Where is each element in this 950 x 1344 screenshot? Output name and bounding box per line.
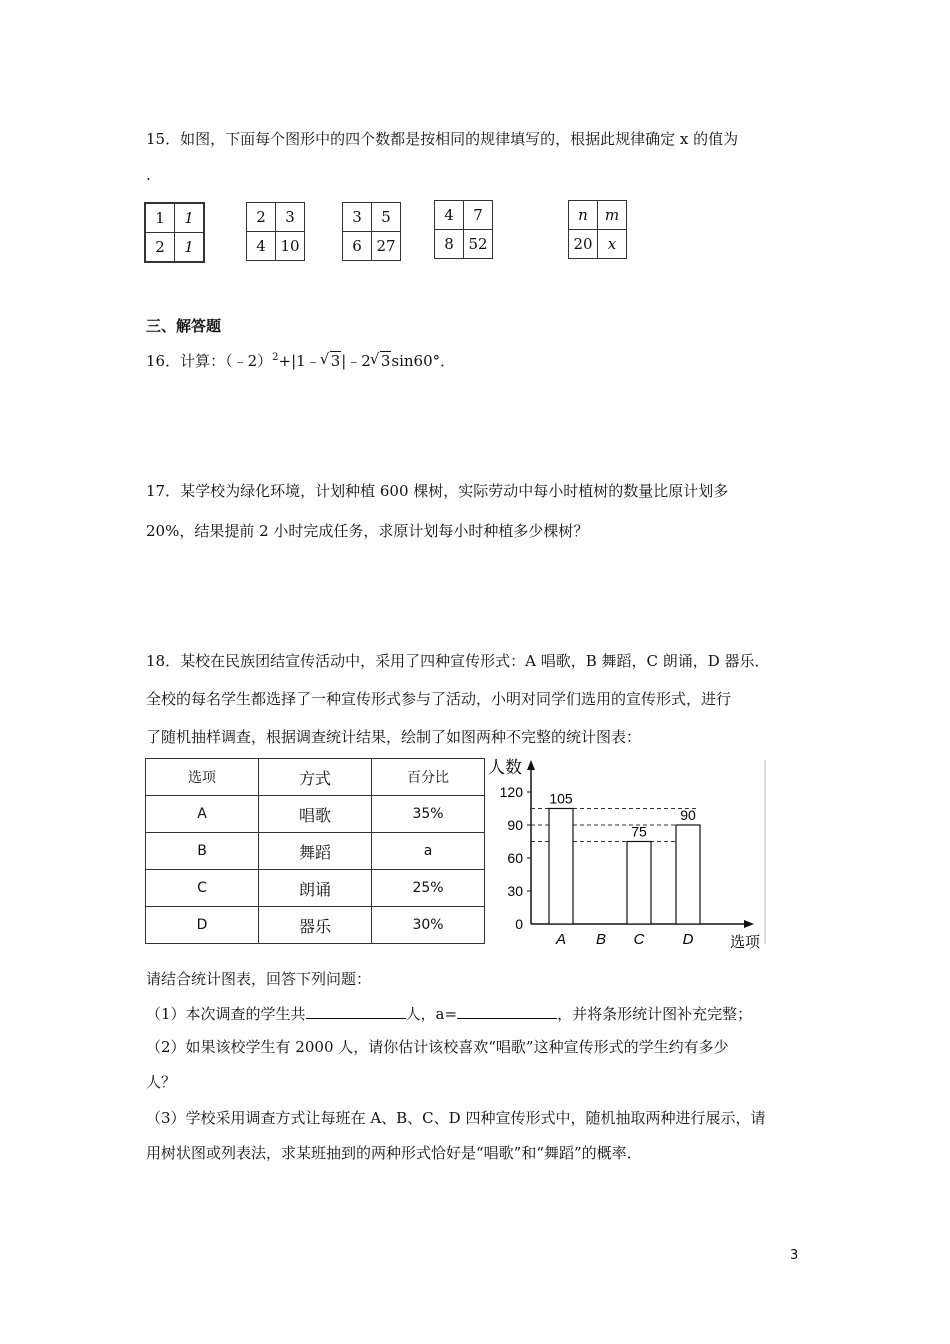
q16-suffix: sin60°． bbox=[391, 352, 456, 370]
bar-value-label: 90 bbox=[680, 807, 696, 823]
y-tick-label: 60 bbox=[507, 850, 523, 866]
q18-part2-line1: （2）如果该校学生有 2000 人，请你估计该校喜欢“唱歌”这种宣传形式的学生约有多少 bbox=[146, 1038, 729, 1056]
grid-cell: 3 bbox=[343, 203, 372, 232]
table-cell: C bbox=[146, 870, 259, 907]
grid-cell: 4 bbox=[435, 201, 464, 230]
survey-table bbox=[145, 758, 485, 944]
grid-cell: m bbox=[598, 201, 627, 230]
q18-part2-line2: 人？ bbox=[146, 1073, 177, 1091]
grid-cell: 8 bbox=[435, 230, 464, 259]
grid-cell: 1 bbox=[175, 233, 205, 263]
page-number: 3 bbox=[790, 1248, 799, 1263]
grid-cell: 1 bbox=[175, 203, 205, 233]
bar-value-label: 105 bbox=[549, 790, 573, 807]
q18-part3-line1: （3）学校采用调查方式让每班在 A、B、C、D 四种宣传形式中，随机抽取两种进行展示，请 bbox=[146, 1109, 766, 1127]
q17-line2: 20%，结果提前 2 小时完成任务，求原计划每小时种植多少棵树？ bbox=[146, 522, 589, 540]
q16-prefix: 16．计算：（﹣2） bbox=[146, 352, 273, 370]
q18-part1 bbox=[146, 1003, 752, 1024]
table-row bbox=[146, 833, 485, 870]
grid-cell: 2 bbox=[145, 233, 175, 263]
q16-exponent: 2 bbox=[272, 352, 279, 363]
q16-mid2: |﹣2 bbox=[341, 352, 371, 370]
section-heading: 三、解答题 bbox=[146, 317, 222, 335]
table-cell: B bbox=[146, 833, 259, 870]
table-cell: 唱歌 bbox=[259, 796, 372, 833]
bar bbox=[549, 809, 573, 925]
grid-cell: 4 bbox=[247, 232, 276, 261]
q18-part1-a: （1）本次调查的学生共 bbox=[146, 1005, 306, 1023]
chart-xlabel: 选项 bbox=[730, 934, 761, 951]
x-axis-arrow bbox=[744, 920, 754, 928]
table-cell: 30% bbox=[372, 907, 485, 944]
q18-line2: 全校的每名学生都选择了一种宣传形式参与了活动，小明对同学们选用的宣传形式，进行 bbox=[146, 690, 732, 708]
table-cell: A bbox=[146, 796, 259, 833]
grid-cell: 10 bbox=[276, 232, 305, 261]
x-tick-label: C bbox=[633, 931, 645, 948]
y-tick-label: 0 bbox=[515, 916, 523, 932]
bar-value-label: 75 bbox=[631, 823, 647, 840]
q18-prompt: 请结合统计图表，回答下列问题： bbox=[146, 970, 372, 988]
table-cell: 舞蹈 bbox=[259, 833, 372, 870]
grid-cell: 6 bbox=[343, 232, 372, 261]
table-cell: D bbox=[146, 907, 259, 944]
table-cell: 25% bbox=[372, 870, 485, 907]
q15-dot: . bbox=[146, 166, 151, 184]
grid-cell: 3 bbox=[276, 203, 305, 232]
grid-cell: 20 bbox=[569, 230, 598, 259]
table-cell: a bbox=[372, 833, 485, 870]
grid-cell: 27 bbox=[372, 232, 401, 261]
answer-blank[interactable] bbox=[457, 1004, 557, 1019]
grid-cell: 5 bbox=[372, 203, 401, 232]
x-tick-label: B bbox=[595, 931, 607, 948]
grid-cell: 52 bbox=[464, 230, 493, 259]
q15-grid-4 bbox=[434, 200, 493, 259]
q18-part3-line2: 用树状图或列表法，求某班抽到的两种形式恰好是“唱歌”和“舞蹈”的概率． bbox=[146, 1144, 642, 1162]
table-row bbox=[146, 907, 485, 944]
q18-part1-c: ，并将条形统计图补充完整； bbox=[557, 1005, 753, 1023]
q18-part1-b: 人，a= bbox=[405, 1005, 458, 1023]
bar-chart bbox=[484, 756, 769, 952]
answer-blank[interactable] bbox=[306, 1004, 406, 1019]
q16-text bbox=[146, 350, 455, 371]
q17-line1: 17．某学校为绿化环境，计划种植 600 棵树，实际劳动中每小时植树的数量比原计划多 bbox=[146, 482, 729, 500]
q18-line3: 了随机抽样调查，根据调查统计结果，绘制了如图两种不完整的统计图表： bbox=[146, 728, 642, 746]
x-tick-label: D bbox=[682, 931, 694, 948]
bar bbox=[627, 842, 651, 925]
grid-cell: n bbox=[569, 201, 598, 230]
x-tick-label: A bbox=[555, 931, 567, 948]
table-header: 百分比 bbox=[372, 759, 485, 796]
bar bbox=[676, 825, 700, 924]
q16-mid1: +|1﹣ bbox=[278, 352, 321, 370]
y-tick-label: 120 bbox=[499, 784, 523, 800]
sqrt-symbol: √ 3 bbox=[371, 352, 392, 370]
grid-cell: 2 bbox=[247, 203, 276, 232]
table-cell: 器乐 bbox=[259, 907, 372, 944]
y-axis-arrow bbox=[527, 760, 535, 770]
q15-grid-5 bbox=[568, 200, 627, 259]
y-tick-label: 30 bbox=[507, 883, 523, 899]
y-tick-label: 90 bbox=[507, 817, 523, 833]
grid-cell: x bbox=[598, 230, 627, 259]
q15-text: 15．如图，下面每个图形中的四个数都是按相同的规律填写的，根据此规律确定 x 的值为 bbox=[146, 130, 739, 148]
grid-cell: 1 bbox=[145, 203, 175, 233]
grid-cell: 7 bbox=[464, 201, 493, 230]
table-cell: 35% bbox=[372, 796, 485, 833]
table-row bbox=[146, 796, 485, 833]
chart-ylabel: 人数 bbox=[488, 758, 522, 777]
table-row bbox=[146, 870, 485, 907]
table-header: 选项 bbox=[146, 759, 259, 796]
table-cell: 朗诵 bbox=[259, 870, 372, 907]
q18-line1: 18．某校在民族团结宣传活动中，采用了四种宣传形式：A 唱歌，B 舞蹈，C 朗诵，D 器乐． bbox=[146, 652, 770, 670]
table-header: 方式 bbox=[259, 759, 372, 796]
q15-grid-3 bbox=[342, 202, 401, 261]
sqrt-symbol: √ 3 bbox=[321, 352, 342, 370]
q15-grid-2 bbox=[246, 202, 305, 261]
q15-grid-1 bbox=[144, 202, 205, 263]
